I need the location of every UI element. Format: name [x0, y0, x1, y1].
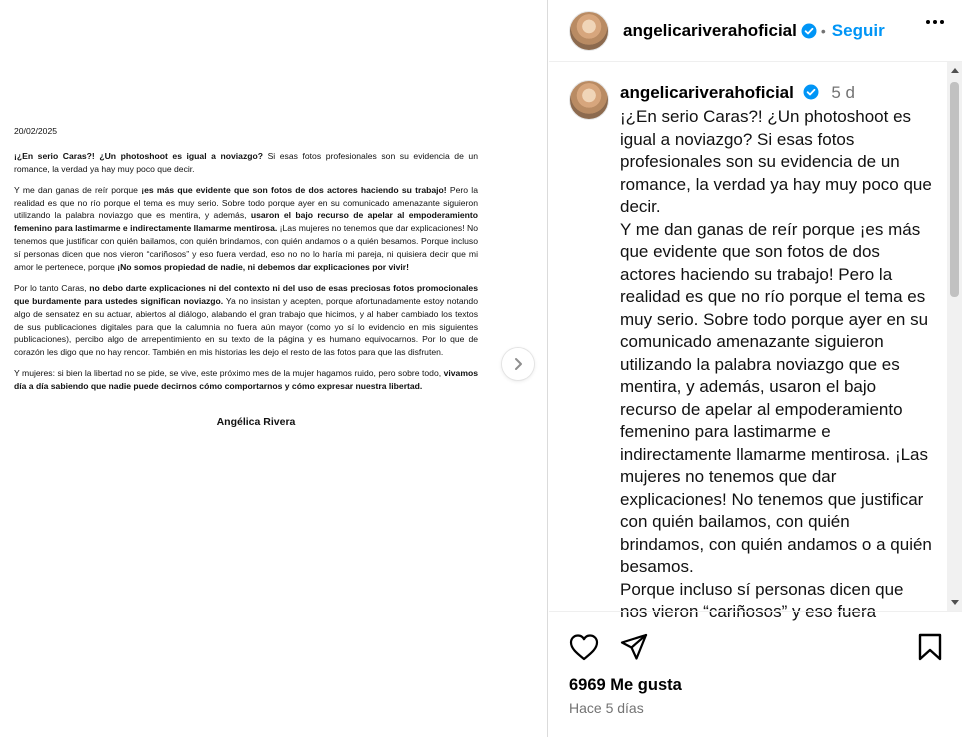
like-count[interactable]: 6969 Me gusta [569, 676, 682, 694]
scrollbar-thumb[interactable] [950, 82, 959, 297]
post-header [549, 0, 962, 62]
more-icon[interactable] [926, 20, 944, 24]
avatar[interactable] [569, 11, 609, 51]
verified-icon [801, 23, 817, 39]
document-letter [14, 125, 478, 439]
caption-line: Y me dan ganas de reír porque ¡es más que evidente que son fotos de dos actores haciendo su trabajo! Pero la realidad es que no río porque el tema es muy serio. Sobre todo porque ayer en su comunicado amenazante siguieron utilizando la palabra noviazgo que es mentira, y además, usaron el bajo recurso de apelar al empoderamiento femenino para lastimarme e indirectamente llamarme mentirosa. ¡Las mujeres no tenemos que dar explicaciones! No tenemos que justificar con quién bailamos, con quién brindamos, con quién andamos o a quién besamos. [620, 219, 932, 576]
header-separator: • [820, 22, 826, 39]
follow-button[interactable]: Seguir [831, 20, 885, 40]
letter-paragraph-2: Y me dan ganas de reír porque ¡es más que evidente que son fotos de dos actores haciendo su trabajo! Pero la realidad es que no río porque el tema es muy serio. Sobre todo porque ayer en su comunicado amenazante siguieron utilizando la palabra noviazgo que es mentira, y además, usaron el bajo recurso de apelar al empoderamiento femenino para lastimarme e indirectamente llamarme mentirosa. ¡Las mujeres no tenemos que dar explicaciones! No tenemos que justificar con quién bailamos, con quién brindamos, con quién andamos o a quién besamos. Porque incluso sí personas dicen que nos vieron “cariñosos” y eso fuera verdad, eso no no lo haría mi pareja, ni quisiera decir que mi amor le pertenece, porque ¡No somos propiedad de nadie, ni debemos dar explicaciones por vivir! [14, 184, 478, 273]
scroll-down-arrow[interactable] [947, 595, 962, 611]
caption-header [620, 83, 855, 103]
caption-text [620, 106, 935, 624]
header-username[interactable]: angelicariverahoficial [623, 20, 797, 40]
post-timestamp[interactable]: Hace 5 días [569, 700, 644, 716]
letter-paragraph-3: Por lo tanto Caras, no debo darte explicaciones ni del contexto ni del uso de esas preciosas fotos promocionales que burdamente para ustedes significan noviazgo. Ya no insistan y acepten, porque afortunadamente estoy notando algo de sensatez en su actuar, abiertos al diálogo, alabando el gran trabajo que hicimos, y al haber cambiado los textos de sus publicaciones digitales para que la calumnia no fuera aún mayor (como yo sí lo evidencio en mis siguientes publicaciones), percibo algo de arrepentimiento en su texto de la página y es humano equivocarnos. Por lo que de corazón les digo que no hay rencor. También en mis historias les dejo el resto de las fotos para que las disfruten. [14, 282, 478, 358]
verified-icon [803, 84, 819, 100]
comments-section[interactable] [549, 62, 962, 621]
caption-username[interactable]: angelicariverahoficial [620, 83, 794, 102]
caption-age[interactable]: 5 d [831, 83, 855, 102]
scroll-up-arrow[interactable] [947, 62, 962, 78]
letter-paragraph-4: Y mujeres: si bien la libertad no se pide, se vive, este próximo mes de la mujer hagamos ruido, pero sobre todo, vivamos día a día sabiendo que nadie puede decirnos cómo comportarnos y cómo expresar nuestra libertad. [14, 368, 478, 392]
caption-avatar[interactable] [569, 80, 609, 120]
letter-signature: Angélica Rivera [216, 416, 296, 429]
next-slide-button[interactable] [502, 348, 534, 380]
caption-line: Porque incluso sí personas dicen que nos vieron “cariñosos” y eso fuera [620, 579, 904, 621]
chevron-right-icon [511, 357, 525, 371]
bookmark-icon[interactable] [917, 633, 943, 661]
caption-line: ¡¿En serio Caras?! ¿Un photoshoot es igual a noviazgo? Si esas fotos profesionales son su evidencia de un romance, la verdad ya hay muy poco que decir. [620, 107, 932, 216]
letter-date: 20/02/2025 [14, 126, 58, 136]
post-actions [549, 611, 962, 737]
scrollbar[interactable] [947, 62, 962, 611]
post-info-panel [549, 0, 962, 737]
heart-icon[interactable] [569, 633, 599, 661]
share-icon[interactable] [620, 633, 648, 661]
letter-paragraph-1: ¡¿En serio Caras?! ¿Un photoshoot es igual a noviazgo? Si esas fotos profesionales son su evidencia de un romance, la verdad ya hay muy poco que decir. [14, 150, 478, 174]
